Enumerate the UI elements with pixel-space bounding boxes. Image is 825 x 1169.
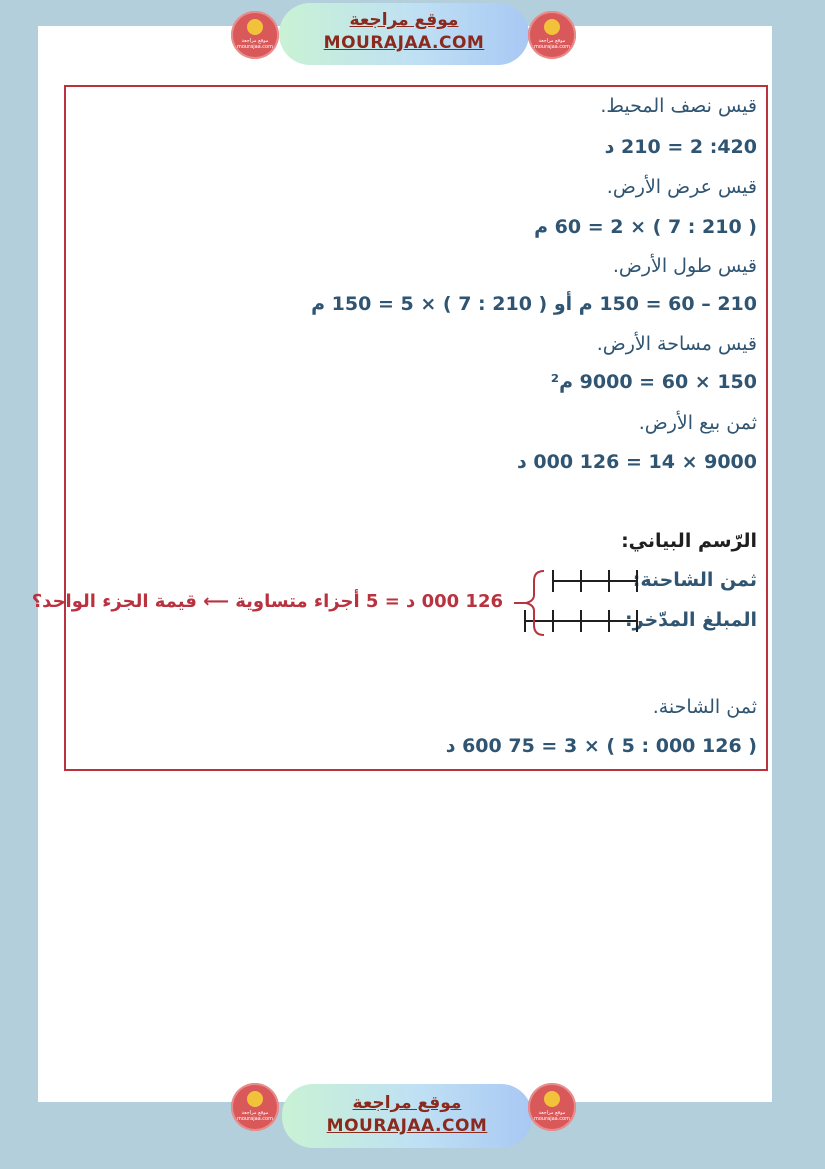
step2-label: قيس عرض الأرض. <box>606 176 757 198</box>
site-logo-right-bottom: موقع مراجعة mourajaa.com <box>528 1083 576 1131</box>
site-banner-bottom[interactable] <box>282 1084 532 1148</box>
curly-brace <box>526 571 544 635</box>
site-logo-left-bottom: موقع مراجعة mourajaa.com <box>231 1083 279 1131</box>
saved-amount-label: المبلغ المدّخر: <box>625 609 757 631</box>
equal-parts-note: 126 000 د = 5 أجزاء متساوية ⟵ قيمة الجزء الواحد؟ <box>31 591 503 612</box>
step3-label: قيس طول الأرض. <box>612 255 757 277</box>
logo-emblem-icon <box>544 1091 560 1107</box>
logo-emblem-icon <box>247 1091 263 1107</box>
solution-box <box>31 85 768 771</box>
site-banner-top[interactable] <box>279 3 529 65</box>
site-domain: MOURAJAA.COM <box>323 33 485 53</box>
saved-amount-bar <box>525 610 637 632</box>
site-logo-right-top: موقع مراجعة mourajaa.com <box>528 11 576 59</box>
logo-emblem-icon <box>544 19 560 35</box>
step4-calc: 150 × 60 = 9000 م² <box>550 371 757 393</box>
step2-calc: ( 210 : 7 ) × 2 = 60 م <box>534 216 757 238</box>
step1-calc: 420: 2 = 210 د <box>604 136 757 158</box>
step1-label: قيس نصف المحيط. <box>600 95 757 117</box>
site-name-ar: موقع مراجعة <box>352 1093 462 1113</box>
site-logo-left-top: موقع مراجعة mourajaa.com <box>231 11 279 59</box>
site-domain: MOURAJAA.COM <box>326 1116 488 1136</box>
logo-emblem-icon <box>247 19 263 35</box>
step5-calc: 9000 × 14 = 126 000 د <box>517 451 757 473</box>
diagram-title: الرّسم البياني: <box>621 530 757 552</box>
final-calc: ( 126 000 : 5 ) × 3 = 75 600 د <box>445 735 757 757</box>
step3-calc: 210 – 60 = 150 م أو ( 210 : 7 ) × 5 = 150 م <box>311 293 757 315</box>
truck-price-label: ثمن الشاحنة: <box>632 569 757 591</box>
truck-price-bar <box>553 570 637 592</box>
step5-label: ثمن بيع الأرض. <box>638 412 757 434</box>
step4-label: قيس مساحة الأرض. <box>596 333 757 355</box>
final-label: ثمن الشاحنة. <box>652 696 757 718</box>
site-name-ar: موقع مراجعة <box>349 10 459 30</box>
